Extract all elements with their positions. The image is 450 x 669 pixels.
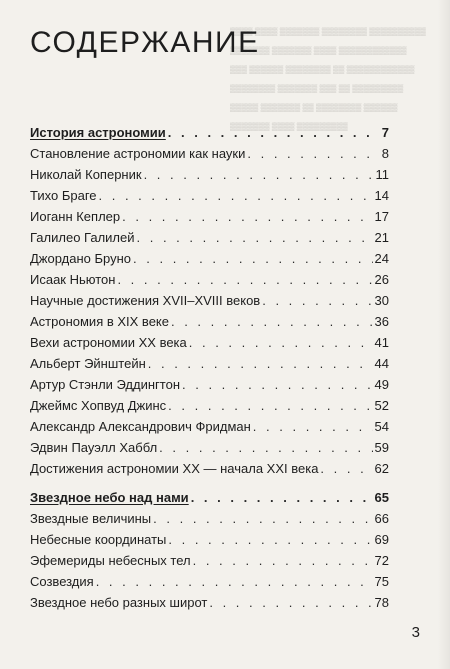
dot-leader xyxy=(153,508,372,529)
entry-label: Николай Коперник xyxy=(30,167,142,182)
entry-page: 59 xyxy=(374,440,389,455)
entry-page: 75 xyxy=(374,574,389,589)
dot-leader xyxy=(99,185,373,206)
entry-label: Эфемериды небесных тел xyxy=(30,553,191,568)
toc-entry[interactable] xyxy=(30,550,389,571)
entry-label: Эдвин Пауэлл Хаббл xyxy=(30,440,158,455)
dot-leader xyxy=(96,571,373,592)
dot-leader xyxy=(122,206,372,227)
bleed-through-text: ▒▒▒▒ ▒▒▒▒ ▒▒▒▒▒▒▒ ▒▒▒▒▒▒▒▒ ▒▒▒▒▒▒▒▒▒▒ ▒▒▒▒▒▒▒ ▒▒▒▒▒▒▒ ▒▒▒▒ ▒▒▒▒▒▒▒▒▒▒▒▒ ▒▒▒ ▒▒▒▒▒▒ ▒▒▒▒▒▒▒▒ ▒▒ ▒▒▒▒▒▒▒▒▒▒▒▒ ▒▒▒▒▒▒▒▒ ▒▒▒▒▒▒▒ ▒▒▒ ▒▒ ▒▒▒▒▒▒▒▒▒ ▒▒▒▒▒ ▒▒▒▒▒▒▒ ▒▒ ▒▒▒▒▒▒▒▒ ▒▒▒▒▒▒ ▒▒▒▒▒▒▒ ▒▒▒▒ ▒▒▒▒▒▒▒▒▒ xyxy=(230,27,426,131)
entry-label: Созвездия xyxy=(30,574,94,589)
section-gap xyxy=(30,479,389,487)
entry-page: 21 xyxy=(374,230,389,245)
page-edge-shadow xyxy=(438,0,450,669)
dot-leader xyxy=(193,550,373,571)
dot-leader xyxy=(168,395,372,416)
dot-leader xyxy=(168,529,372,550)
entry-page: 62 xyxy=(374,461,389,476)
dot-leader xyxy=(247,143,379,164)
entry-label: Становление астрономии как науки xyxy=(30,146,246,161)
entry-label: Небесные координаты xyxy=(30,532,167,547)
toc-entry[interactable] xyxy=(30,508,389,529)
entry-label: Астрономия в XIX веке xyxy=(30,314,169,329)
entry-page: 66 xyxy=(374,511,389,526)
entry-page: 36 xyxy=(374,314,389,329)
dot-leader xyxy=(137,227,373,248)
dot-leader xyxy=(182,374,373,395)
dot-leader xyxy=(168,122,380,143)
entry-page: 52 xyxy=(374,398,389,413)
toc-entry[interactable] xyxy=(30,592,389,613)
entry-label: Научные достижения XVII–XVIII веков xyxy=(30,293,261,308)
entry-label: Звездные величины xyxy=(30,511,152,526)
entry-page: 49 xyxy=(374,377,389,392)
toc-entry[interactable] xyxy=(30,206,389,227)
table-of-contents xyxy=(30,122,389,613)
entry-label: Александр Александрович Фридман xyxy=(30,419,251,434)
dot-leader xyxy=(320,458,372,479)
entry-label: Тихо Браге xyxy=(30,188,97,203)
entry-page: 72 xyxy=(374,553,389,568)
toc-entry[interactable] xyxy=(30,311,389,332)
entry-page: 41 xyxy=(374,335,389,350)
section-title: История астрономии xyxy=(30,125,166,140)
entry-page: 78 xyxy=(374,595,389,610)
entry-page: 54 xyxy=(374,419,389,434)
toc-entry[interactable] xyxy=(30,374,389,395)
entry-page: 24 xyxy=(374,251,389,266)
toc-entry[interactable] xyxy=(30,185,389,206)
entry-page: 8 xyxy=(381,146,389,161)
toc-entry[interactable] xyxy=(30,416,389,437)
dot-leader xyxy=(262,290,372,311)
entry-page: 26 xyxy=(374,272,389,287)
dot-leader xyxy=(209,592,372,613)
entry-page: 69 xyxy=(374,532,389,547)
toc-entry[interactable] xyxy=(30,248,389,269)
toc-entry[interactable] xyxy=(30,164,389,185)
entry-label: Достижения астрономии XX — начала XXI века xyxy=(30,461,319,476)
dot-leader xyxy=(148,353,373,374)
dot-leader xyxy=(191,487,373,508)
toc-entry[interactable] xyxy=(30,290,389,311)
toc-section-heading[interactable] xyxy=(30,122,389,143)
entry-label: Джеймс Хопвуд Джинс xyxy=(30,398,167,413)
entry-label: Иоганн Кеплер xyxy=(30,209,121,224)
toc-entry[interactable] xyxy=(30,437,389,458)
toc-section-heading[interactable] xyxy=(30,487,389,508)
toc-entry[interactable] xyxy=(30,458,389,479)
toc-entry[interactable] xyxy=(30,353,389,374)
page-number: 3 xyxy=(411,624,420,641)
toc-entry[interactable] xyxy=(30,395,389,416)
dot-leader xyxy=(189,332,373,353)
dot-leader xyxy=(253,416,373,437)
toc-entry[interactable] xyxy=(30,332,389,353)
section-title: Звездное небо над нами xyxy=(30,490,189,505)
entry-page: 30 xyxy=(374,293,389,308)
entry-label: Галилео Галилей xyxy=(30,230,135,245)
entry-label: Альберт Эйнштейн xyxy=(30,356,146,371)
toc-entry[interactable] xyxy=(30,227,389,248)
toc-entry[interactable] xyxy=(30,571,389,592)
entry-page: 17 xyxy=(374,209,389,224)
dot-leader xyxy=(171,311,373,332)
toc-entry[interactable] xyxy=(30,143,389,164)
entry-label: Звездное небо разных широт xyxy=(30,595,208,610)
entry-label: Артур Стэнли Эддингтон xyxy=(30,377,181,392)
section-page: 65 xyxy=(374,490,389,505)
dot-leader xyxy=(144,164,374,185)
toc-entry[interactable] xyxy=(30,529,389,550)
entry-label: Вехи астрономии XX века xyxy=(30,335,187,350)
dot-leader xyxy=(133,248,373,269)
page-title: СОДЕРЖАНИЕ xyxy=(30,26,260,59)
entry-label: Исаак Ньютон xyxy=(30,272,116,287)
toc-entry[interactable] xyxy=(30,269,389,290)
dot-leader xyxy=(159,437,372,458)
entry-label: Джордано Бруно xyxy=(30,251,132,266)
entry-page: 11 xyxy=(375,167,389,182)
entry-page: 14 xyxy=(374,188,389,203)
section-page: 7 xyxy=(381,125,389,140)
dot-leader xyxy=(117,269,372,290)
entry-page: 44 xyxy=(374,356,389,371)
